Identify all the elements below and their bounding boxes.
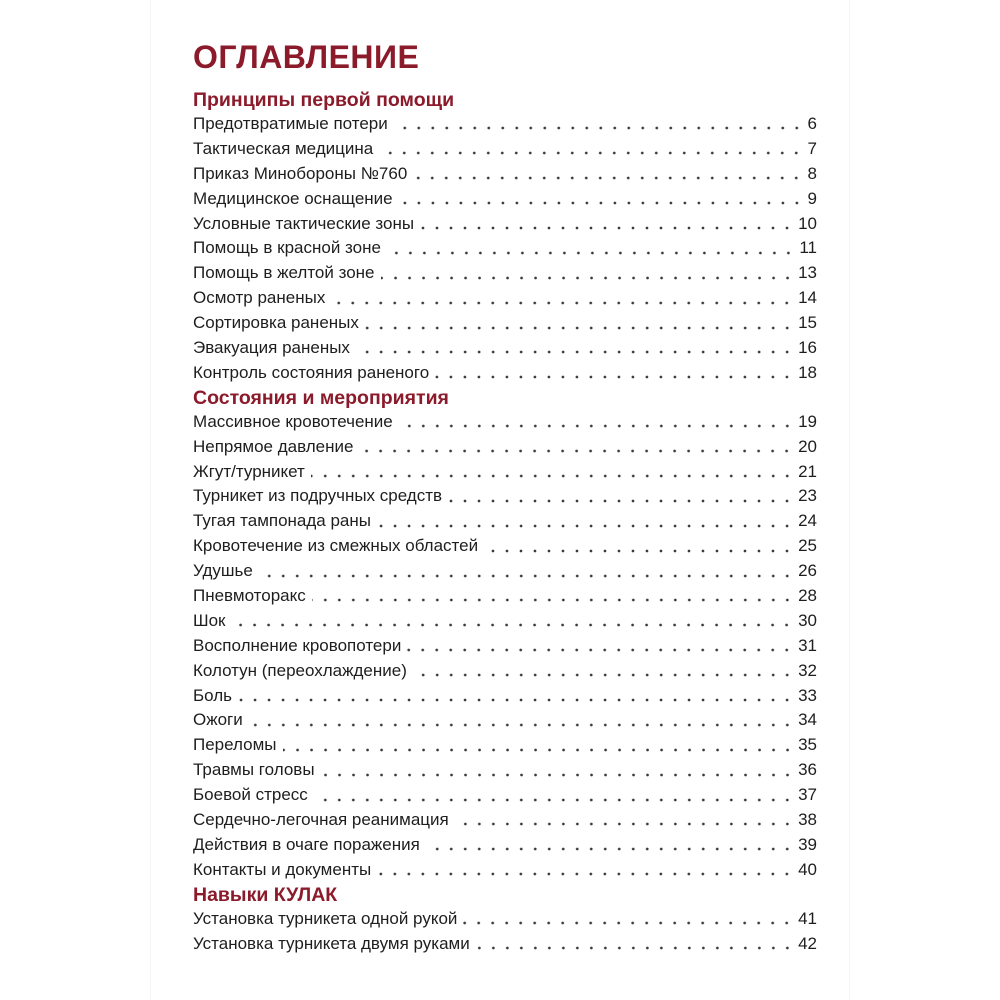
toc-entry[interactable] xyxy=(193,509,817,534)
toc-entry[interactable] xyxy=(193,261,817,286)
dot-leader xyxy=(356,349,794,355)
toc-entry[interactable] xyxy=(193,609,817,634)
toc-entry[interactable] xyxy=(193,559,817,584)
dot-leader xyxy=(231,622,794,628)
dot-leader xyxy=(379,150,803,156)
toc-entry-label: Медицинское оснащение xyxy=(193,188,393,208)
dot-leader xyxy=(399,423,794,429)
toc-entry-page-number: 21 xyxy=(798,461,817,481)
dot-leader xyxy=(359,448,794,454)
toc-entry[interactable] xyxy=(193,336,817,361)
toc-entry[interactable] xyxy=(193,162,817,187)
toc-entry[interactable] xyxy=(193,410,817,435)
toc-entry-label: Восполнение кровопотери xyxy=(193,635,402,655)
toc-entry[interactable] xyxy=(193,708,817,733)
dot-leader xyxy=(455,821,794,827)
toc-entry[interactable] xyxy=(193,187,817,212)
toc-entry[interactable] xyxy=(193,460,817,485)
toc-entry-label: Непрямое давление xyxy=(193,436,354,456)
dot-leader xyxy=(413,672,794,678)
toc-entry-page-number: 41 xyxy=(798,908,817,928)
toc-entry[interactable] xyxy=(193,907,817,932)
toc-entry-label: Боль xyxy=(193,685,233,705)
toc-entry-page-number: 37 xyxy=(798,785,817,805)
toc-entry-page-number: 34 xyxy=(798,710,817,730)
toc-entry-label: Условные тактические зоны xyxy=(193,213,415,233)
toc-entry-label: Сердечно-легочная реанимация xyxy=(193,810,449,830)
section-heading: Принципы первой помощи xyxy=(193,89,455,111)
toc-entry[interactable] xyxy=(193,311,817,336)
dot-leader xyxy=(311,473,794,479)
toc-entry-page-number: 30 xyxy=(798,610,817,630)
dot-leader xyxy=(463,920,794,926)
toc-entry-label: Эвакуация раненых xyxy=(193,338,350,358)
toc-entry-page-number: 16 xyxy=(798,338,817,358)
toc-entry-page-number: 15 xyxy=(798,313,817,333)
dot-leader xyxy=(381,275,795,281)
toc-entry-label: Контакты и документы xyxy=(193,859,372,879)
section-heading: Навыки КУЛАК xyxy=(193,883,338,906)
toc-entry[interactable] xyxy=(193,808,817,833)
page-title: ОГЛАВЛЕНИЕ xyxy=(193,39,420,75)
toc-entry[interactable] xyxy=(193,783,817,808)
dot-leader xyxy=(321,772,795,778)
toc-entry-label: Травмы головы xyxy=(193,760,315,780)
toc-entry-label: Предотвратимые потери xyxy=(193,114,388,133)
dot-leader xyxy=(249,722,794,728)
toc-entry-page-number: 28 xyxy=(798,586,817,606)
toc-entry-label: Боевой стресс xyxy=(193,785,308,805)
dot-leader xyxy=(377,871,794,877)
toc-entry-page-number: 8 xyxy=(807,163,817,183)
toc-entry-label: Ожоги xyxy=(193,710,243,730)
dot-leader xyxy=(435,374,794,380)
dot-leader xyxy=(399,200,804,206)
toc-entry-label: Массивное кровотечение xyxy=(193,411,393,431)
dot-leader xyxy=(283,747,795,753)
dot-leader xyxy=(387,250,795,256)
dot-leader xyxy=(426,846,794,852)
toc-entry[interactable] xyxy=(193,484,817,509)
toc-entry-label: Колотун (переохлаждение) xyxy=(193,660,407,680)
toc-entry-page-number: 20 xyxy=(798,436,817,456)
toc-entry[interactable] xyxy=(193,236,817,261)
toc-entry-label: Сортировка раненых xyxy=(193,313,359,333)
dot-leader xyxy=(259,573,794,579)
toc-entry-page-number: 19 xyxy=(798,411,817,431)
toc-entry-label: Установка турникета одной рукой xyxy=(193,908,458,928)
dot-leader xyxy=(413,175,803,181)
toc-entry-page-number: 14 xyxy=(798,288,817,308)
dot-leader xyxy=(448,498,794,504)
toc-entry-label: Осмотр раненых xyxy=(193,288,326,308)
dot-leader xyxy=(394,125,804,131)
toc-entry-label: Пневмоторакс xyxy=(193,586,306,606)
toc-entry-label: Действия в очаге поражения xyxy=(193,834,420,854)
dot-leader xyxy=(476,945,794,951)
toc-entry-page-number: 33 xyxy=(798,685,817,705)
toc-entry[interactable] xyxy=(193,733,817,758)
toc-entry-label: Переломы xyxy=(193,735,277,755)
toc-entry-page-number: 42 xyxy=(798,933,817,953)
toc-entry-page-number: 39 xyxy=(798,834,817,854)
toc-entry[interactable] xyxy=(193,286,817,311)
toc-entry[interactable] xyxy=(193,858,817,883)
toc-entry-label: Помощь в красной зоне xyxy=(193,238,381,258)
toc-entry[interactable] xyxy=(193,932,817,957)
dot-leader xyxy=(238,697,794,703)
toc-entry-label: Помощь в желтой зоне xyxy=(193,263,375,283)
toc-entry-page-number: 6 xyxy=(807,114,817,133)
toc-entry-label: Приказ Минобороны №760 xyxy=(193,163,408,183)
toc-entry-page-number: 7 xyxy=(807,138,817,158)
toc-entry[interactable] xyxy=(193,212,817,237)
dot-leader xyxy=(484,548,794,554)
dot-leader xyxy=(365,325,794,331)
dot-leader xyxy=(377,523,794,529)
toc-entry-label: Установка турникета двумя руками xyxy=(193,933,470,953)
toc-entry-label: Контроль состояния раненого xyxy=(193,362,430,382)
toc-entry-page-number: 25 xyxy=(798,536,817,556)
section-list xyxy=(193,410,817,883)
table-of-contents xyxy=(193,88,817,957)
toc-entry-page-number: 36 xyxy=(798,760,817,780)
toc-entry[interactable] xyxy=(193,435,817,460)
dot-leader xyxy=(314,797,794,803)
toc-entry-page-number: 10 xyxy=(798,213,817,233)
toc-entry-page-number: 40 xyxy=(798,859,817,879)
dot-leader xyxy=(420,225,794,231)
toc-entry-page-number: 38 xyxy=(798,810,817,830)
toc-entry[interactable] xyxy=(193,584,817,609)
toc-entry[interactable] xyxy=(193,534,817,559)
dot-leader xyxy=(407,647,794,653)
dot-leader xyxy=(331,300,794,306)
toc-entry-page-number: 26 xyxy=(798,561,817,581)
toc-entry-label: Тугая тампонада раны xyxy=(193,511,371,531)
toc-entry-page-number: 23 xyxy=(798,486,817,506)
toc-entry-label: Шок xyxy=(193,610,226,630)
toc-entry-page-number: 18 xyxy=(798,362,817,382)
toc-entry[interactable] xyxy=(193,758,817,783)
toc-entry-label: Кровотечение из смежных областей xyxy=(193,536,479,556)
toc-entry[interactable] xyxy=(193,634,817,659)
section-list xyxy=(193,112,817,386)
toc-entry-page-number: 32 xyxy=(798,660,817,680)
toc-entry-page-number: 9 xyxy=(807,188,817,208)
toc-entry-page-number: 11 xyxy=(799,238,817,258)
toc-entry-page-number: 31 xyxy=(798,635,817,655)
toc-entry-page-number: 13 xyxy=(798,263,817,283)
dot-leader xyxy=(312,597,794,603)
toc-entry-label: Тактическая медицина xyxy=(193,138,374,158)
section-list xyxy=(193,907,817,957)
toc-entry-page-number: 35 xyxy=(798,735,817,755)
toc-entry[interactable] xyxy=(193,137,817,162)
toc-entry[interactable] xyxy=(193,659,817,684)
toc-entry[interactable] xyxy=(193,361,817,386)
toc-entry-label: Удушье xyxy=(193,561,253,581)
toc-entry-label: Жгут/турникет xyxy=(193,461,305,481)
toc-entry[interactable] xyxy=(193,684,817,709)
toc-entry[interactable] xyxy=(193,833,817,858)
toc-entry[interactable] xyxy=(193,112,817,137)
section-heading: Состояния и мероприятия xyxy=(193,386,449,409)
toc-entry-label: Турникет из подручных средств xyxy=(193,486,443,506)
toc-entry-page-number: 24 xyxy=(798,511,817,531)
